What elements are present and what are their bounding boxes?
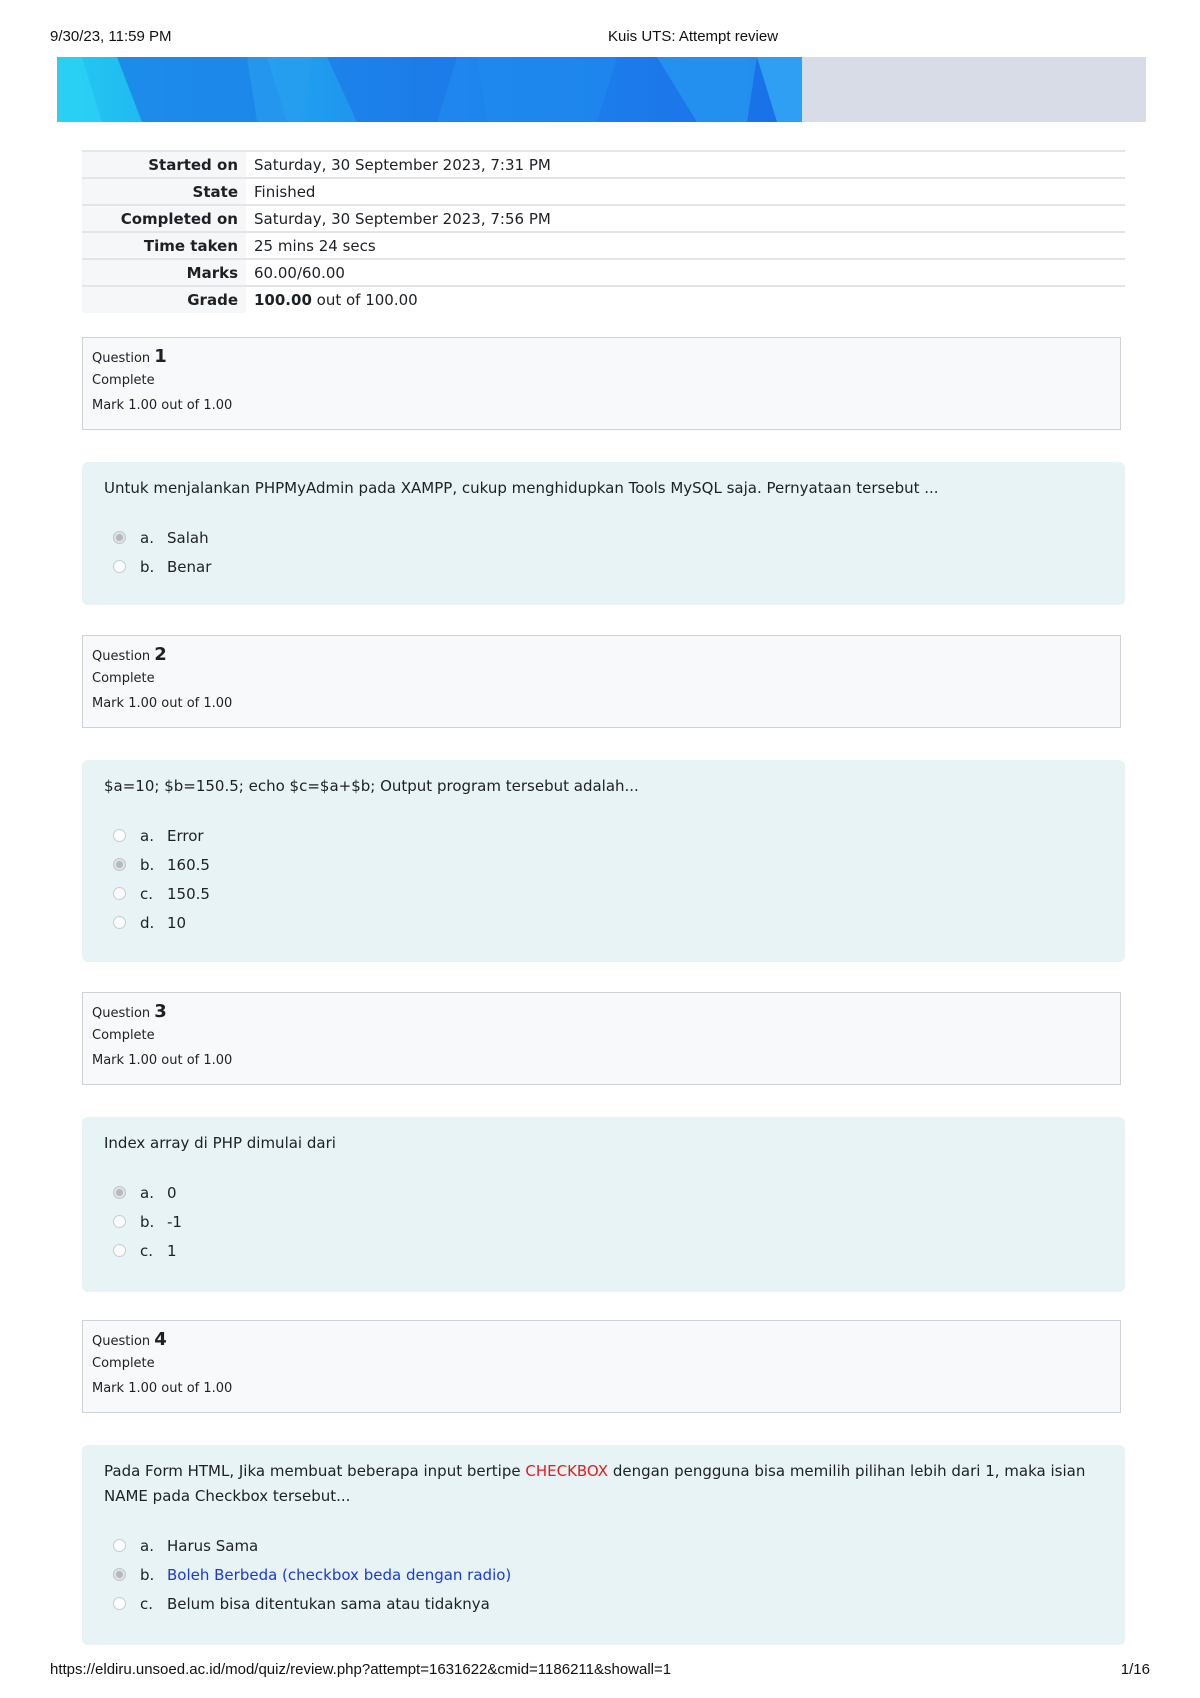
radio-icon[interactable] — [113, 1539, 126, 1552]
summary-row — [82, 178, 1125, 205]
answer-option[interactable]: c. 1 — [104, 1236, 1103, 1265]
question-mark: Mark 1.00 out of 1.00 — [92, 696, 233, 711]
radio-checked-icon[interactable] — [113, 531, 126, 544]
summary-label: Started on — [82, 151, 246, 178]
question-content — [82, 1445, 1125, 1645]
summary-row — [82, 259, 1125, 286]
answer-option[interactable]: a. 0 — [104, 1178, 1103, 1207]
summary-label: Completed on — [82, 205, 246, 232]
summary-label: Marks — [82, 259, 246, 286]
summary-label: State — [82, 178, 246, 205]
radio-icon[interactable] — [113, 916, 126, 929]
summary-value: 25 mins 24 secs — [246, 232, 1125, 259]
page-number: 1/16 — [1120, 1661, 1150, 1678]
question-content — [82, 760, 1125, 962]
radio-checked-icon[interactable] — [113, 1186, 126, 1199]
question-state: Complete — [92, 671, 155, 686]
radio-checked-icon[interactable] — [113, 858, 126, 871]
answer-option[interactable]: a. Error — [104, 821, 1103, 850]
question-mark: Mark 1.00 out of 1.00 — [92, 1381, 233, 1396]
print-url: https://eldiru.unsoed.ac.id/mod/quiz/review.php?attempt=1631622&cmid=1186211&showall=1 — [50, 1661, 672, 1678]
highlight-text: CHECKBOX — [525, 1462, 609, 1480]
answer-option[interactable]: a. Harus Sama — [104, 1531, 1103, 1560]
question-number: Question 1 — [92, 346, 167, 367]
answer-option[interactable]: c. 150.5 — [104, 879, 1103, 908]
radio-icon[interactable] — [113, 1215, 126, 1228]
answer-option[interactable]: a. Salah — [104, 523, 1103, 552]
radio-icon[interactable] — [113, 560, 126, 573]
question-info — [82, 992, 1121, 1085]
summary-row — [82, 151, 1125, 178]
answer-option[interactable]: d. 10 — [104, 908, 1103, 937]
question-info — [82, 635, 1121, 728]
question-info — [82, 1320, 1121, 1413]
summary-value: Saturday, 30 September 2023, 7:56 PM — [246, 205, 1125, 232]
print-date: 9/30/23, 11:59 PM — [50, 28, 172, 45]
question-number: Question 4 — [92, 1329, 167, 1350]
answer-option[interactable]: c. Belum bisa ditentukan sama atau tidaknya — [104, 1589, 1103, 1618]
question-info — [82, 337, 1121, 430]
question-number: Question 3 — [92, 1001, 167, 1022]
question-text: Pada Form HTML, Jika membuat beberapa input bertipe CHECKBOX dengan pengguna bisa memilih pilihan lebih dari 1, maka isian NAME pada Checkbox tersebut... — [104, 1462, 1086, 1505]
summary-value: 60.00/60.00 — [246, 259, 1125, 286]
radio-icon[interactable] — [113, 1244, 126, 1257]
summary-row — [82, 205, 1125, 232]
print-title: Kuis UTS: Attempt review — [608, 28, 779, 45]
banner-graphic — [57, 57, 1146, 122]
summary-value: Saturday, 30 September 2023, 7:31 PM — [246, 151, 1125, 178]
question-mark: Mark 1.00 out of 1.00 — [92, 1053, 233, 1068]
radio-icon[interactable] — [113, 887, 126, 900]
answer-list — [104, 821, 1103, 937]
grade-value: 100.00 — [254, 291, 312, 309]
course-banner — [57, 57, 1146, 122]
answer-option[interactable]: b. Boleh Berbeda (checkbox beda dengan radio) — [104, 1560, 1103, 1589]
answer-option[interactable]: b. 160.5 — [104, 850, 1103, 879]
radio-icon[interactable] — [113, 1597, 126, 1610]
summary-label: Grade — [82, 286, 246, 313]
attempt-summary-table — [82, 150, 1125, 313]
radio-checked-icon[interactable] — [113, 1568, 126, 1581]
question-number: Question 2 — [92, 644, 167, 665]
grade-out-of: out of 100.00 — [311, 291, 418, 309]
question-state: Complete — [92, 373, 155, 388]
summary-row — [82, 286, 1125, 313]
question-text: $a=10; $b=150.5; echo $c=$a+$b; Output program tersebut adalah... — [104, 777, 639, 795]
question-state: Complete — [92, 1028, 155, 1043]
summary-row — [82, 232, 1125, 259]
summary-value: Finished — [246, 178, 1125, 205]
question-text: Untuk menjalankan PHPMyAdmin pada XAMPP, cukup menghidupkan Tools MySQL saja. Pernyataan tersebut ... — [104, 479, 939, 497]
summary-label: Time taken — [82, 232, 246, 259]
summary-value — [246, 286, 1125, 313]
radio-icon[interactable] — [113, 829, 126, 842]
answer-list — [104, 1531, 1103, 1618]
question-text: Index array di PHP dimulai dari — [104, 1134, 336, 1152]
answer-list — [104, 1178, 1103, 1265]
answer-list — [104, 523, 1103, 581]
question-content — [82, 462, 1125, 605]
answer-option[interactable]: b. -1 — [104, 1207, 1103, 1236]
question-mark: Mark 1.00 out of 1.00 — [92, 398, 233, 413]
answer-option[interactable]: b. Benar — [104, 552, 1103, 581]
question-content — [82, 1117, 1125, 1292]
question-state: Complete — [92, 1356, 155, 1371]
